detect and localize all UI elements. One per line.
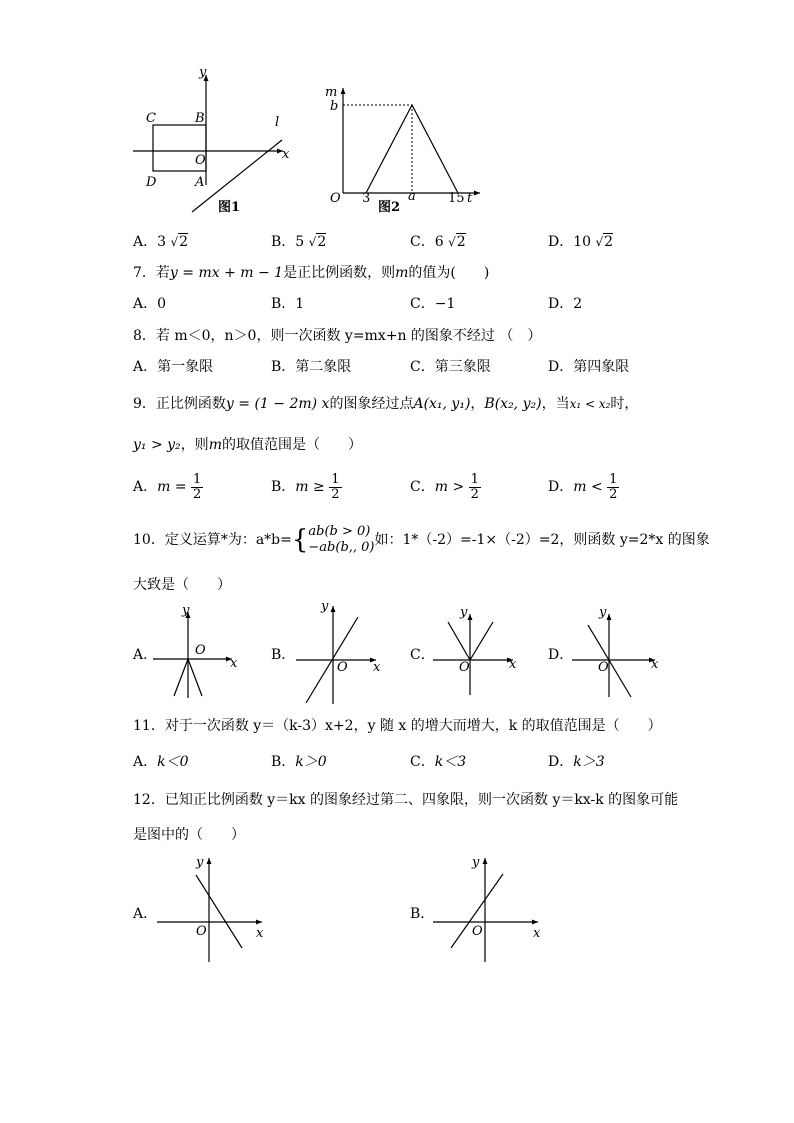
fig1-l-label: l xyxy=(275,115,280,130)
q6-option-d: D．10 √2 xyxy=(548,234,614,250)
svg-text:y: y xyxy=(321,599,329,614)
fig1-caption: 图1 xyxy=(218,200,241,215)
q7-option-d: D．2 xyxy=(548,296,583,312)
q7-option-a: A．0 xyxy=(133,296,167,312)
svg-text:x: x xyxy=(373,660,381,675)
q10-stem-line2: 大致是（ ） xyxy=(133,577,231,593)
fig1-d-label: D xyxy=(146,175,157,190)
q12-stem-line1: 12．已知正比例函数 y＝kx 的图象经过第二、四象限，则一次函数 y＝kx-k 的图象可能 xyxy=(133,792,679,808)
fig2-a-label: a xyxy=(408,189,416,204)
q7-stem: 7．若y = mx + m − 1是正比例函数，则m的值为( ) xyxy=(133,265,490,281)
fig1-o-label: O xyxy=(195,153,206,168)
q10-option-a-label: A． xyxy=(133,647,158,663)
q12-graph-a xyxy=(157,855,264,962)
q12-option-a-label: A． xyxy=(133,906,158,922)
q6-option-c: C．6 √2 xyxy=(410,234,466,250)
fig1-y-label: y xyxy=(199,65,207,80)
svg-text:y: y xyxy=(460,605,468,620)
q7-option-b: B．1 xyxy=(271,296,305,312)
svg-text:O: O xyxy=(196,924,207,939)
q8-option-c: C．第三象限 xyxy=(410,359,491,375)
fig1-c-label: C xyxy=(146,111,156,126)
q6-option-b: B．5 √2 xyxy=(271,234,327,250)
svg-text:y: y xyxy=(599,605,607,620)
fig2-15-label: 15 xyxy=(448,191,465,206)
q8-option-a: A．第一象限 xyxy=(133,359,214,375)
fig1-a-label: A xyxy=(195,175,205,190)
q8-stem: 8．若 m＜0，n＞0，则一次函数 y=mx+n 的图象不经过 （ ） xyxy=(133,328,542,344)
fig1-x-label: x xyxy=(282,147,290,162)
fig2-t-label: t xyxy=(467,191,473,206)
svg-text:O: O xyxy=(337,660,348,675)
svg-text:O: O xyxy=(459,660,470,675)
svg-text:O: O xyxy=(598,660,609,675)
svg-text:x: x xyxy=(256,926,264,941)
q9-option-d: D．m < $\frac{1}{2}$ xyxy=(548,471,618,502)
q10-option-c-label: C． xyxy=(410,647,435,663)
q12-graph-b xyxy=(433,855,541,962)
q7-option-c: C．−1 xyxy=(410,296,456,312)
q9-stem-line1: 9．正比例函数y = (1 − 2m) x的图象经过点A(x₁, y₁)，B(x₂, y₂)，当x₁ < x₂时， xyxy=(133,396,639,412)
q10-option-d-label: D． xyxy=(548,647,574,663)
q11-option-d: D．k＞3 xyxy=(548,754,605,770)
q9-stem-line2: y₁ > y₂，则m的取值范围是（ ） xyxy=(133,437,362,453)
svg-text:x: x xyxy=(509,657,517,672)
fig2-m-label: m xyxy=(325,85,338,100)
q12-stem-line2: 是图中的（ ） xyxy=(133,827,245,843)
svg-text:O: O xyxy=(472,924,483,939)
q8-option-d: D．第四象限 xyxy=(548,359,630,375)
q11-option-b: B．k＞0 xyxy=(271,754,327,770)
q9-option-a: A．m = $\frac{1}{2}$ xyxy=(133,471,202,502)
svg-text:y: y xyxy=(182,603,190,618)
q11-option-a: A．k＜0 xyxy=(133,754,189,770)
q10-option-b-label: B． xyxy=(271,647,296,663)
svg-text:x: x xyxy=(533,926,541,941)
q6-option-a: A．3 √2 xyxy=(133,234,189,250)
fig2-3-label: 3 xyxy=(362,191,371,206)
q8-option-b: B．第二象限 xyxy=(271,359,352,375)
svg-text:O: O xyxy=(195,643,206,658)
fig2-b-label: b xyxy=(330,99,339,114)
q9-option-c: C．m > $\frac{1}{2}$ xyxy=(410,471,479,502)
q12-option-b-label: B． xyxy=(410,906,435,922)
fig2-o-label: O xyxy=(330,191,341,206)
svg-text:y: y xyxy=(472,855,480,870)
fig2-caption: 图2 xyxy=(378,200,401,215)
svg-text:x: x xyxy=(230,656,238,671)
q9-option-b: B．m ≥ $\frac{1}{2}$ xyxy=(271,471,340,502)
svg-text:y: y xyxy=(196,855,204,870)
fig1-b-label: B xyxy=(195,111,205,126)
q11-option-c: C．k＜3 xyxy=(410,754,467,770)
q10-stem-line1: 10．定义运算*为：a*b={ ab(b > 0) −ab(b,, 0) 如：1*（-2）=-1×（-2）=2，则函数 y=2*x 的图象 xyxy=(133,524,710,555)
q11-stem: 11．对于一次函数 y＝（k-3）x+2，y 随 x 的增大而增大，k 的取值范围是（ ） xyxy=(133,718,662,734)
svg-text:x: x xyxy=(651,657,659,672)
